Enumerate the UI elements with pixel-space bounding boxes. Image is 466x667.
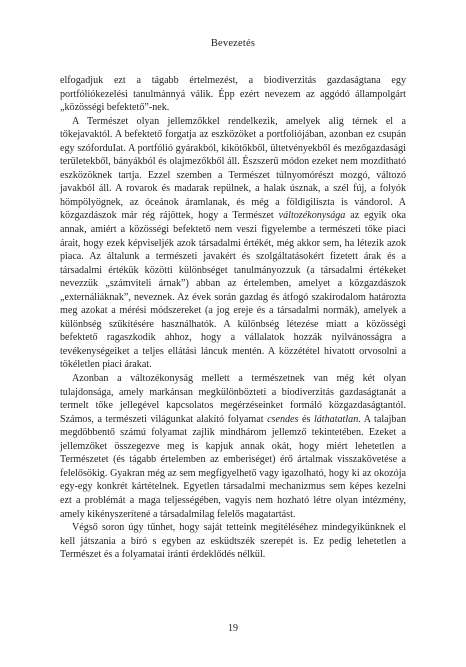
page-number: 19 [228, 623, 238, 634]
paragraph-1: elfogadjuk ezt a tágabb értelmezést, a biodiverzitás gazdaságtana egy portfóliókezelési tanulmánnyá válik. Épp ezért nevezem az aggódó állampolgárt „közösségi befektető”-nek. [60, 75, 406, 114]
paragraph-2: A Természet olyan jellemzőkkel rendelkezik, amelyek alig térnek el a tőkejavaktól. A befektető forgatja az eszközöket a portfoliójában, azonban ez csupán egy szóforduIat. A portfólió gyárakból, kikötőkből, ültetvényekből és mezőgazdasági területekből, bányákból és olajmezőkből áll. Észszerű módon ezeket nem mozdítható eszközöknek tartja. Ezzel szemben a Természet túlnyomórészt mozgó, változó javakból áll. A rovarok és madarak repülnek, a halak úsznak, a szél fúj, a folyók hömpölyögnek, az óceánok áramlanak, és még a földigiliszta is vándorol. A közgazdászok már rég rájöttek, hogy a Természet változékonysága az egyik oka annak, amiért a közösségi befektető nem veszi figyelembe a természeti tőke piaci árait, hogy ezek képviseljék azok társadalmi értékét, még akkor sem, ha létezik azok piaca. Az általunk a természeti javakért és szolgáltatásokért fizetett árak és a társadalmi értékük közötti különbséget tanulmányozzuk (a társadalmi értékeket nevezzük „számviteli árnak”) abban az értelemben, amelyet a közgazdászok „externáliáknak”, neveznek. Az évek során gazdag és átfogó szakirodalom határozta meg azokat a mérési módszereket (a jog ereje és a társadalmi normák), amelyek a különbség szűkítésére használhatók. A különbség létezése miatt a közösségi befektető ragaszkodik ahhoz, hogy a vállalatok hozzák nyilvánosságra a tevékenységeiket a teljes ellátási láncuk mentén. A közzététel hivatott orvosolni a tökéletlen piaci árakat. [60, 115, 406, 371]
running-header: Bevezetés [210, 38, 256, 49]
paragraph-4: Végső soron úgy tűnhet, hogy saját tetteink megítéléséhez mindegyikünknek el kell játszania a bíró s egyben az esküdtszék szerepét is. Ez pedig lehetetlen a Természet és a folyamatai iránti érdeklődés nélkül. [60, 522, 406, 561]
body-text [60, 74, 406, 562]
paragraph-3: Azonban a változékonyság mellett a természetnek van még két olyan tulajdonsága, amely markánsan megkülönbözteti a biodiverzitás gazdaságtanát a termelt tőke jellegével kapcsolatos megérzéseinket formáló közgazdaságtantól. Számos, a természeti világunkat alakító folyamat csendes és láthatatlan. A talajban megdöbbentő számú folyamat zajlik mindhárom jellemző tekintetében. Ezeket a jellemzőket összegezve meg is kapjuk annak okát, hogy miért lehetetlen a Természetet (és tágabb értelemben az emberiséget) érő ártalmak visszakövetése a felelősökig. Gyakran még az sem megfigyelhető vagy igazolható, hogy ki az okozója egy-egy konkrét kártételnek. Egyetlen társadalmi mechanizmus sem képes kezelni ezt a problémát a maga teljességében, vagyis nem hozható létre olyan intézmény, amely kikényszerítené a társadalmilag felelős magatartást. [60, 373, 406, 520]
